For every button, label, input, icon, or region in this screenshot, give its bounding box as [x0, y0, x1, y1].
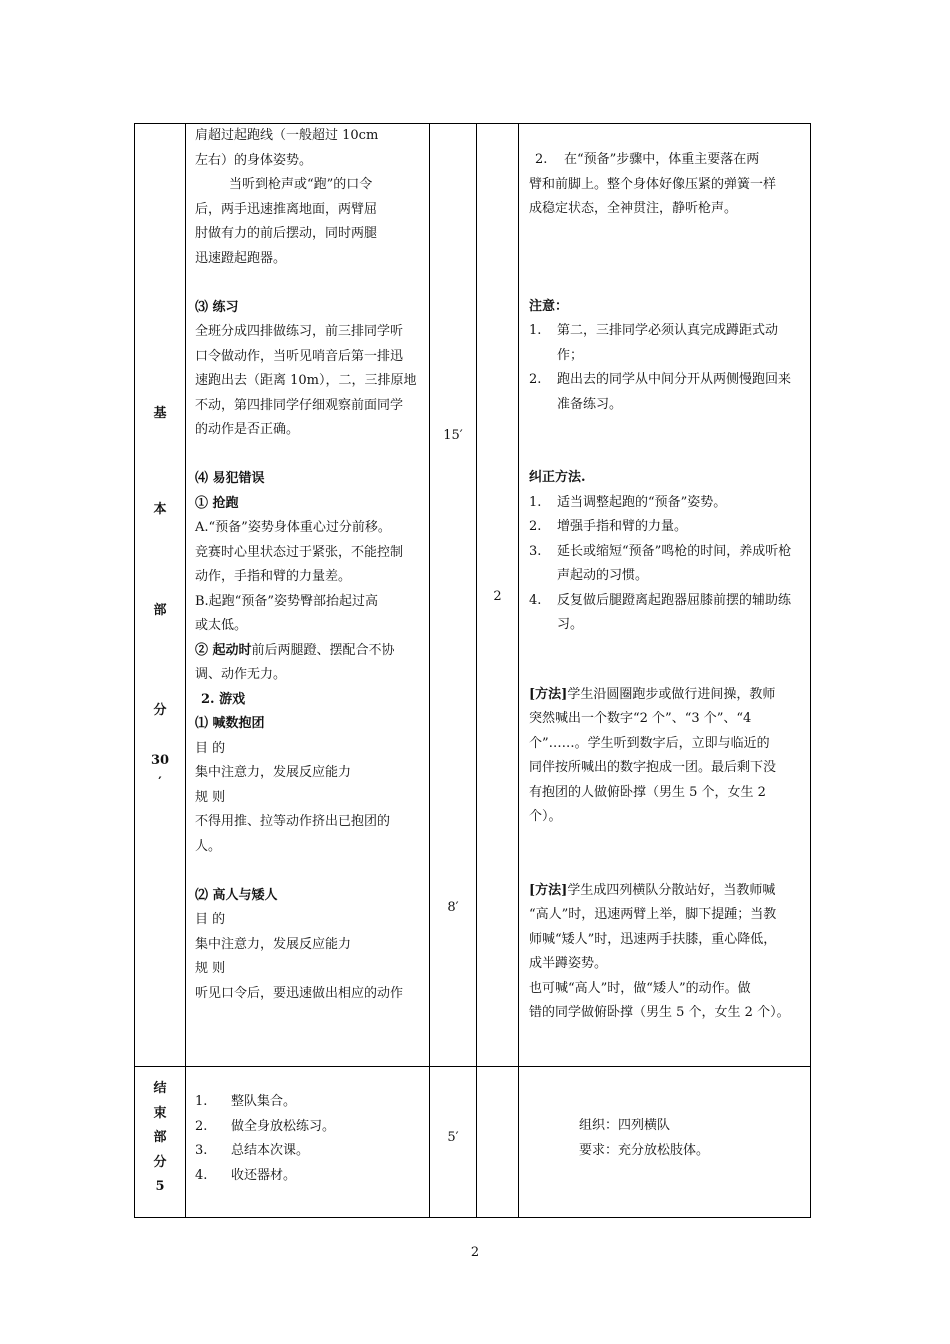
game2-title: ⑵ 高人与矮人: [195, 887, 278, 903]
end-item: [195, 1164, 423, 1189]
main-label-char: 部: [153, 603, 167, 618]
content-line: 迅速蹬起跑器。: [195, 250, 287, 266]
method-line: 突然喊出一个数字“2 个”、“3 个”、“4: [529, 711, 752, 726]
method1-line: [529, 683, 802, 708]
correction-item: [529, 515, 802, 540]
correction-text: 增强手指和臂的力量。: [557, 519, 688, 534]
method-line: 有抱团的人做俯卧撑（男生 5 个，女生 2: [529, 784, 766, 800]
practice-time: 15′: [443, 428, 463, 443]
end-content-cell: [186, 1067, 430, 1218]
end-label-char: 束: [153, 1105, 167, 1121]
end-org-line: 组织：四列横队: [579, 1118, 671, 1133]
method-line: “高人”时，迅速两臂上举，脚下提踵；当教: [529, 907, 777, 922]
end-section-row: [135, 1067, 811, 1218]
note-text: 第二，三排同学必须认真完成蹲距式动作；: [557, 323, 779, 363]
correction-num: 3.: [529, 543, 542, 559]
main-label-char: 分: [153, 703, 167, 718]
end-time-cell: [430, 1067, 477, 1218]
game-heading: 2. 游戏: [201, 691, 246, 707]
content-line: 规 则: [195, 789, 226, 805]
correction-heading: 纠正方法.: [529, 470, 586, 485]
content-line: 调、动作无力。: [195, 667, 287, 682]
main-count-cell: [477, 124, 519, 1067]
correction-item: [529, 491, 802, 516]
end-item-text: 整队集合。: [231, 1094, 297, 1109]
error2-title: ② 起动时: [195, 642, 252, 658]
note-item: [529, 368, 802, 417]
note-text: 跑出去的同学从中间分开从两侧慢跑回来准备练习。: [557, 372, 792, 412]
end-label-char: 部: [153, 1130, 167, 1145]
game-time: 8′: [447, 900, 459, 915]
correction-num: 1.: [529, 494, 542, 510]
content-line: 听见口令后，要迅速做出相应的动作: [195, 985, 404, 1001]
correction-num: 2.: [529, 519, 542, 534]
org-item2-num: 2.: [535, 152, 548, 167]
org-item2-text: 在“预备”步骤中，体重主要落在两: [563, 152, 760, 167]
method-line: 错的同学做俯卧撑（男生 5 个，女生 2 个）。: [529, 1005, 790, 1020]
notes-heading: 注意：: [529, 298, 569, 314]
content-line: 肩超过起跑线（一般超过 10cm: [195, 128, 379, 143]
main-time-cell: [430, 124, 477, 1067]
correction-text: 延长或缩短“预备”鸣枪的时间，养成听枪声起动的习惯。: [557, 543, 792, 583]
content-line: B.起跑“预备”姿势臀部抬起过高: [195, 593, 378, 609]
end-item-num: 2.: [195, 1118, 208, 1134]
correction-num: 4.: [529, 592, 542, 608]
content-line: 速跑出去（距离 10m），二，三排原地: [195, 373, 417, 388]
end-item-text: 做全身放松练习。: [231, 1118, 336, 1134]
method-text: 学生成四列横队分散站好，当教师喊: [567, 882, 776, 898]
end-org-cell: [519, 1067, 811, 1218]
end-item-num: 3.: [195, 1143, 208, 1158]
main-label-minute-mark: ′: [158, 775, 162, 790]
content-line: 目 的: [195, 912, 226, 927]
method-tag: [方法]: [529, 686, 568, 702]
content-line: 口令做动作，当听见哨音后第一排迅: [195, 348, 404, 364]
org-item2-line: [529, 148, 802, 173]
errors-heading: ⑷ 易犯错误: [195, 471, 265, 486]
error2-rest: 前后两腿蹬、摆配合不协: [251, 642, 395, 658]
org-line: 成稳定状态，全神贯注，静听枪声。: [529, 201, 738, 216]
repeat-count: 2: [493, 589, 502, 604]
end-item-num: 1.: [195, 1094, 208, 1109]
error1-title: ① 抢跑: [195, 495, 239, 511]
content-line: 肘做有力的前后摆动，同时两腿: [195, 226, 378, 241]
content-line: 的动作是否正确。: [195, 422, 300, 437]
end-item-num: 4.: [195, 1167, 208, 1183]
main-label-char: 本: [153, 502, 167, 517]
end-org-line: 要求：充分放松肢体。: [579, 1142, 710, 1158]
method-tag: [方法]: [529, 882, 568, 898]
method-line: 成半蹲姿势。: [529, 956, 608, 971]
end-item: [195, 1115, 423, 1140]
method-line: 个）。: [529, 809, 562, 824]
main-section-row: [135, 124, 811, 1067]
method-line: 个”……。学生听到数字后，立即与临近的: [529, 735, 770, 751]
content-line: 人。: [195, 838, 222, 854]
end-label-char: 分: [153, 1154, 167, 1170]
game1-title: ⑴ 喊数抱团: [195, 716, 265, 731]
content-line: 全班分成四排做练习，前三排同学听: [195, 324, 404, 339]
content-line: 当听到枪声或“跑”的口令: [229, 177, 373, 192]
end-section-label: [135, 1067, 186, 1218]
method-line: 也可喊“高人”时，做“矮人”的动作。做: [529, 980, 751, 996]
content-line: 后，两手迅速推离地面，两臂屈: [195, 201, 378, 217]
method2-line: [529, 879, 802, 904]
content-line: 左右）的身体姿势。: [195, 152, 313, 168]
end-item-text: 收还器材。: [231, 1167, 297, 1183]
main-section-label: [135, 124, 186, 1067]
content-line: 目 的: [195, 740, 226, 756]
correction-item: [529, 540, 802, 589]
content-line: 不得用推、拉等动作挤出已抱团的: [195, 814, 391, 829]
end-item: [195, 1090, 423, 1115]
practice-heading: ⑶ 练习: [195, 299, 239, 315]
end-item-text: 总结本次课。: [231, 1143, 310, 1158]
end-count-cell: [477, 1067, 519, 1218]
end-item: [195, 1139, 423, 1164]
note-item: [529, 319, 802, 368]
note-num: 1.: [529, 323, 542, 338]
method-line: 同伴按所喊出的数字抱成一团。最后剩下没: [529, 760, 777, 775]
main-label-char: 基: [153, 406, 167, 421]
content-line: 集中注意力，发展反应能力: [195, 765, 352, 780]
org-line: 臂和前脚上。整个身体好像压紧的弹簧一样: [529, 176, 777, 192]
lesson-plan-table: [134, 123, 811, 1218]
correction-item: [529, 589, 802, 638]
correction-text: 反复做后腿蹬离起跑器屈膝前摆的辅助练习。: [557, 592, 792, 632]
content-line: 集中注意力，发展反应能力: [195, 936, 352, 952]
error2-line: [195, 639, 423, 664]
note-num: 2.: [529, 372, 542, 387]
content-line: 或太低。: [195, 618, 248, 633]
method-line: 师喊“矮人”时，迅速两手扶膝，重心降低，: [529, 931, 777, 947]
content-line: 规 则: [195, 961, 226, 976]
page-number: 2: [470, 1245, 480, 1260]
main-org-cell: [519, 124, 811, 1067]
content-line: 不动，第四排同学仔细观察前面同学: [195, 397, 404, 413]
end-label-duration: 5: [155, 1179, 165, 1194]
content-line: A.“预备”姿势身体重心过分前移。: [195, 520, 391, 535]
content-line: 竞赛时心里状态过于紧张，不能控制: [195, 544, 404, 560]
end-label-char: 结: [153, 1081, 167, 1096]
content-line: 动作，手指和臂的力量差。: [195, 569, 352, 584]
end-time: 5′: [447, 1130, 459, 1145]
method-text: 学生沿圆圈跑步或做行进间操，教师: [567, 686, 776, 702]
main-label-duration: 30: [150, 753, 170, 768]
correction-text: 适当调整起跑的“预备”姿势。: [557, 494, 727, 510]
main-content-cell: [186, 124, 430, 1067]
